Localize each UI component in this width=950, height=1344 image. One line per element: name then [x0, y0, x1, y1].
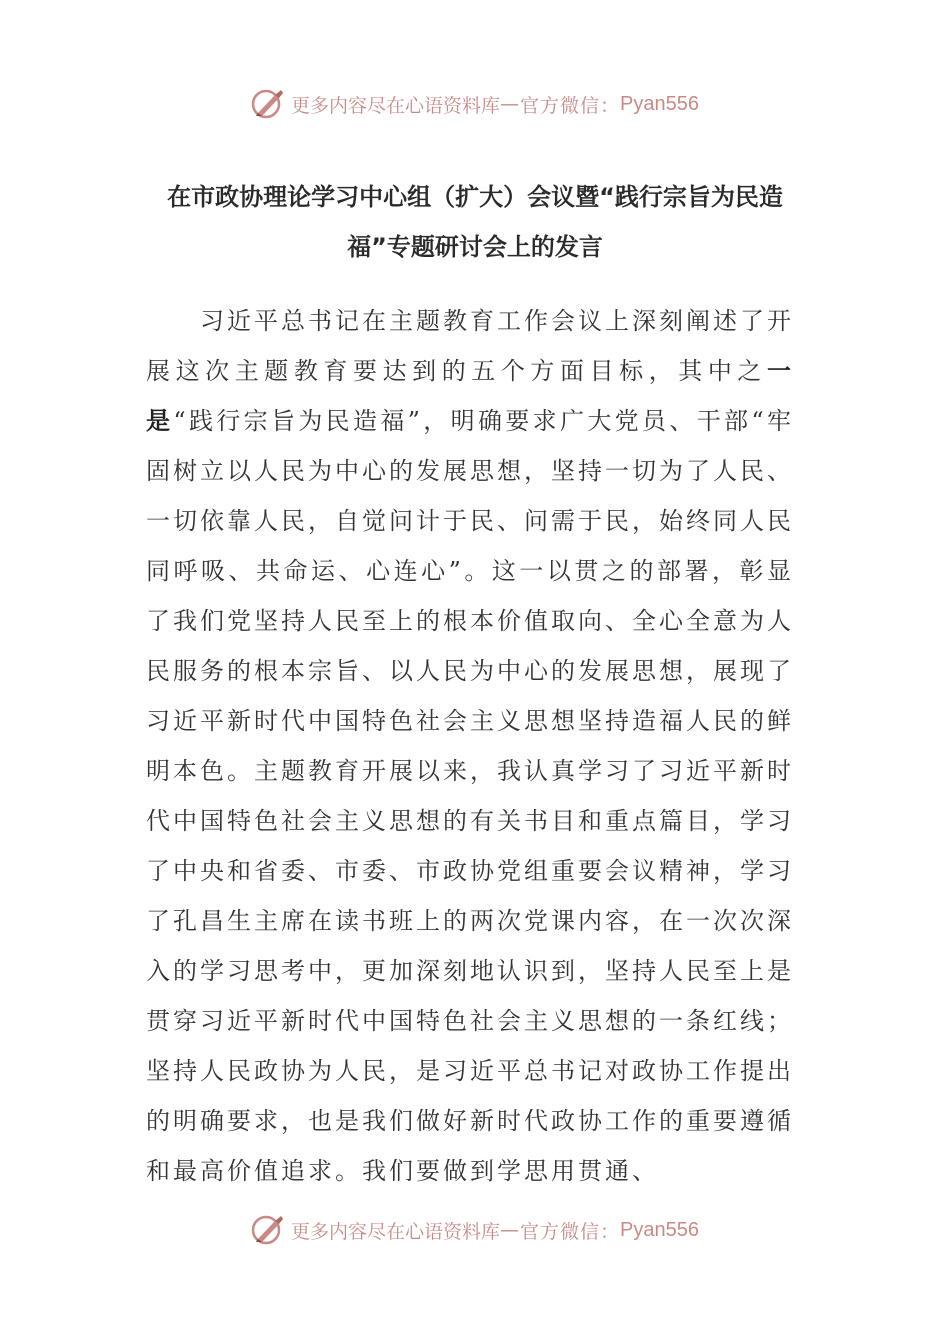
- pen-logo-icon: [251, 1213, 285, 1247]
- watermark-separator: —: [500, 1219, 521, 1241]
- header-watermark: [0, 84, 950, 124]
- watermark-brand: 更多内容尽在心语资料库: [291, 1220, 501, 1243]
- paragraph-text-before: 习近平总书记在主题教育工作会议上深刻阐述了开展这次主题教育要达到的五个方面目标，其中之: [146, 307, 794, 385]
- watermark-wechat-label: 官方微信：: [520, 94, 621, 117]
- watermark-brand: 更多内容尽在心语资料库: [291, 94, 501, 117]
- body-paragraph: [146, 296, 794, 1196]
- footer-watermark: [0, 1210, 950, 1250]
- pen-logo-icon: [251, 87, 285, 121]
- watermark-wechat-id: Pyan556: [620, 92, 699, 115]
- paragraph-text-after: “践行宗旨为民造福”，明确要求广大党员、干部“牢固树立以人民为中心的发展思想，坚持一切为了人民、一切依靠人民，自觉问计于民、问需于民，始终同人民同呼吸、共命运、心连心”。这一以贯之的部署，彰显了我们党坚持人民至上的根本价值取向、全心全意为人民服务的根本宗旨、以人民为中心的发展思想，展现了习近平新时代中国特色社会主义思想坚持造福人民的鲜明本色。主题教育开展以来，我认真学习了习近平新时代中国特色社会主义思想的有关书目和重点篇目，学习了中央和省委、市委、市政协党组重要会议精神，学习了孔昌生主席在读书班上的两次党课内容，在一次次深入的学习思考中，更加深刻地认识到，坚持人民至上是贯穿习近平新时代中国特色社会主义思想的一条红线；坚持人民政协为人民，是习近平总书记对政协工作提出的明确要求，也是我们做好新时代政协工作的重要遵循和最高价值追求。我们要做到学思用贯通、: [146, 407, 794, 1185]
- watermark-wechat-label: 官方微信：: [520, 1220, 621, 1243]
- watermark-separator: —: [500, 93, 521, 115]
- paragraph-bold-text: 一是: [146, 356, 794, 435]
- watermark-wechat-id: Pyan556: [620, 1218, 699, 1241]
- document-title: 在市政协理论学习中心组（扩大）会议暨“践行宗旨为民造福”专题研讨会上的发言: [167, 183, 783, 261]
